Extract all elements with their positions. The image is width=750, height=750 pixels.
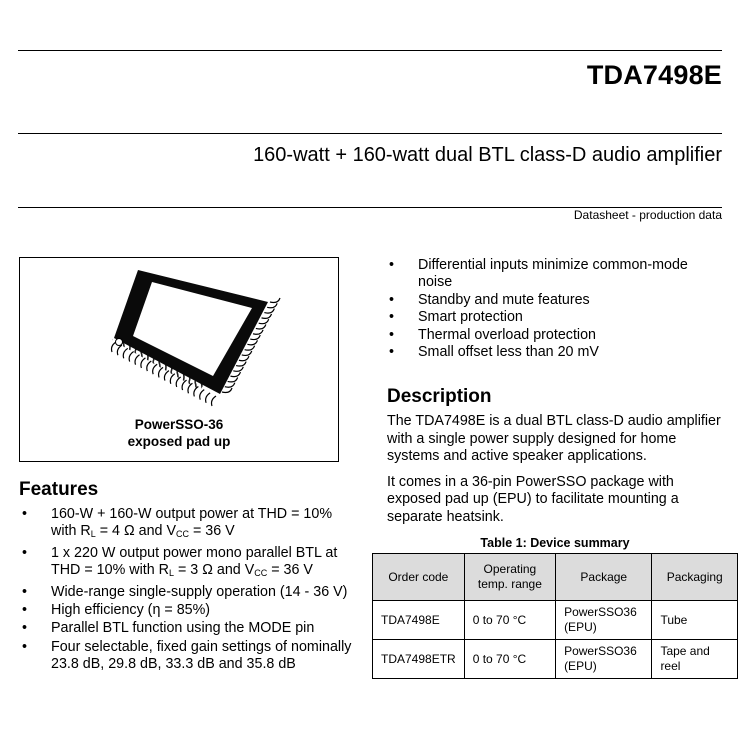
- package-caption-line1: PowerSSO-36: [134, 417, 224, 432]
- title-rule: [18, 133, 722, 134]
- description-heading: Description: [387, 386, 492, 407]
- feature-item: • Smart protection: [386, 309, 726, 326]
- table-cell: Tube: [652, 601, 738, 640]
- feature-item: • High efficiency (η = 85%): [19, 602, 359, 619]
- feature-item: • Parallel BTL function using the MODE pin: [19, 620, 359, 637]
- table-header-row: [373, 554, 738, 601]
- table-cell: 0 to 70 °C: [464, 601, 555, 640]
- table-row: [373, 640, 738, 679]
- column-header-order-code: Order code: [373, 554, 465, 601]
- feature-item: • Four selectable, fixed gain settings of nominally 23.8 dB, 29.8 dB, 33.3 dB and 35.8 dB: [19, 639, 359, 674]
- part-number: TDA7498E: [586, 60, 722, 90]
- feature-item: • Wide-range single-supply operation (14 - 36 V): [19, 584, 359, 601]
- feature-item: • Thermal overload protection: [386, 327, 726, 344]
- package-caption-line2: exposed pad up: [127, 434, 231, 449]
- features-heading: Features: [19, 479, 99, 500]
- table-row: [373, 601, 738, 640]
- feature-item: • Standby and mute features: [386, 292, 726, 309]
- column-header-temp-range: Operating temp. range: [464, 554, 555, 601]
- description-body: [387, 413, 722, 534]
- description-paragraph: The TDA7498E is a dual BTL class-D audio amplifier with a single power supply designed for home systems and active speaker applications.: [387, 413, 721, 464]
- top-rule: [18, 50, 722, 51]
- feature-item: • 160-W + 160-W output power at THD = 10% with $R_L = 4$ Ω and $V_{CC} = 36$ V: [19, 506, 359, 544]
- chip-package-image: [20, 262, 340, 412]
- feature-item: • Differential inputs minimize common-mode noise: [386, 257, 726, 292]
- table-cell: Tape and reel: [652, 640, 738, 679]
- device-summary-table: [372, 553, 738, 679]
- features-list: [19, 506, 359, 675]
- table-cell: TDA7498E: [373, 601, 465, 640]
- feature-item: • 1 x 220 W output power mono parallel BTL at THD = 10% with $R_L = 3$ Ω and $V_{CC} = 36$ V: [19, 545, 359, 583]
- description-paragraph: It comes in a 36-pin PowerSSO package with exposed pad up (EPU) to facilitate mounting a separate heatsink.: [387, 473, 679, 525]
- table-title: Table 1: Device summary: [480, 536, 630, 550]
- package-figure: [19, 257, 339, 462]
- column-header-package: Package: [556, 554, 652, 601]
- table-cell: 0 to 70 °C: [464, 640, 555, 679]
- table-cell: PowerSSO36 (EPU): [556, 640, 652, 679]
- table-cell: TDA7498ETR: [373, 640, 465, 679]
- table-cell: PowerSSO36 (EPU): [556, 601, 652, 640]
- page-title: 160-watt + 160-watt dual BTL class-D audio amplifier: [253, 144, 722, 166]
- feature-item: • Small offset less than 20 mV: [386, 344, 726, 361]
- datasheet-type: Datasheet - production data: [573, 208, 722, 222]
- column-header-packaging: Packaging: [652, 554, 738, 601]
- features-continued-list: [386, 257, 726, 361]
